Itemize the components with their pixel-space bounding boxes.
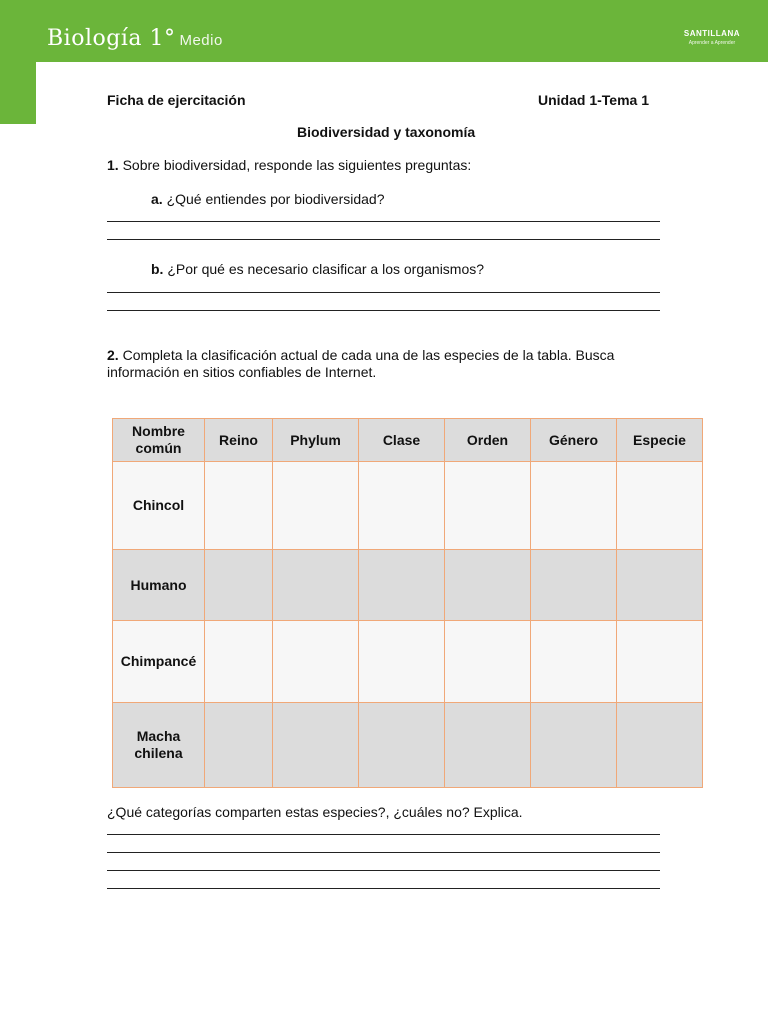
table-cell[interactable]	[273, 621, 359, 703]
question-1b	[151, 261, 484, 277]
question-1a-text: ¿Qué entiendes por biodiversidad?	[166, 191, 385, 207]
header-phylum: Phylum	[273, 419, 359, 462]
table-header-row	[113, 419, 703, 462]
table-cell[interactable]	[617, 462, 703, 550]
table-cell[interactable]	[359, 621, 445, 703]
table-cell[interactable]	[445, 550, 531, 621]
worksheet-title: Biodiversidad y taxonomía	[297, 124, 476, 140]
header-species: Especie	[617, 419, 703, 462]
question-2-line2: información en sitios confiables de Internet.	[107, 364, 377, 380]
publisher-logo	[684, 29, 740, 46]
question-1a-label: a.	[151, 191, 163, 207]
table-cell[interactable]	[531, 550, 617, 621]
table-cell[interactable]	[205, 462, 273, 550]
table-cell[interactable]	[531, 462, 617, 550]
row-name: Humano	[113, 550, 205, 621]
header-genus: Género	[531, 419, 617, 462]
unit-label: Unidad 1-Tema 1	[538, 92, 649, 108]
header-kingdom: Reino	[205, 419, 273, 462]
table-row	[113, 703, 703, 788]
answer-line[interactable]	[107, 888, 660, 889]
question-2-number: 2.	[107, 347, 119, 363]
table-cell[interactable]	[445, 703, 531, 788]
book-title-sub: Medio	[179, 32, 223, 49]
question-1-text: Sobre biodiversidad, responde las siguientes preguntas:	[122, 157, 472, 173]
question-2-line1: Completa la clasificación actual de cada una de las especies de la tabla. Busca	[122, 347, 615, 363]
publisher-name: SANTILLANA	[683, 29, 740, 38]
row-name: Macha chilena	[113, 703, 205, 788]
table-cell[interactable]	[617, 703, 703, 788]
worksheet-label: Ficha de ejercitación	[107, 92, 246, 108]
question-1	[107, 157, 471, 173]
table-cell[interactable]	[531, 621, 617, 703]
table-cell[interactable]	[205, 621, 273, 703]
table-row	[113, 462, 703, 550]
question-1-number: 1.	[107, 157, 119, 173]
header-side-tab	[0, 62, 36, 124]
table-cell[interactable]	[273, 462, 359, 550]
table-cell[interactable]	[273, 703, 359, 788]
header-common-name: Nombre común	[113, 419, 205, 462]
table-cell[interactable]	[359, 462, 445, 550]
classification-table	[112, 418, 703, 788]
header-curve	[36, 62, 76, 102]
answer-line[interactable]	[107, 834, 660, 835]
question-1a	[151, 191, 385, 207]
header-class: Clase	[359, 419, 445, 462]
table-cell[interactable]	[205, 703, 273, 788]
table-cell[interactable]	[445, 462, 531, 550]
header-order: Orden	[445, 419, 531, 462]
table-cell[interactable]	[617, 621, 703, 703]
answer-line[interactable]	[107, 870, 660, 871]
question-2	[107, 347, 614, 363]
publisher-tagline: Aprender a Aprender	[688, 40, 736, 46]
table-cell[interactable]	[273, 550, 359, 621]
table-row	[113, 550, 703, 621]
question-1b-label: b.	[151, 261, 164, 277]
table-cell[interactable]	[359, 550, 445, 621]
answer-line[interactable]	[107, 292, 660, 293]
row-name: Chincol	[113, 462, 205, 550]
book-title-main: Biología 1°	[47, 26, 176, 51]
row-name: Chimpancé	[113, 621, 205, 703]
question-3: ¿Qué categorías comparten estas especies?, ¿cuáles no? Explica.	[107, 804, 523, 820]
table-cell[interactable]	[617, 550, 703, 621]
table-cell[interactable]	[531, 703, 617, 788]
answer-line[interactable]	[107, 310, 660, 311]
answer-line[interactable]	[107, 221, 660, 222]
table-cell[interactable]	[359, 703, 445, 788]
question-1b-text: ¿Por qué es necesario clasificar a los organismos?	[167, 261, 485, 277]
table-row	[113, 621, 703, 703]
answer-line[interactable]	[107, 239, 660, 240]
table-cell[interactable]	[205, 550, 273, 621]
header-band	[0, 0, 768, 62]
table-cell[interactable]	[445, 621, 531, 703]
book-title	[47, 26, 223, 51]
answer-line[interactable]	[107, 852, 660, 853]
